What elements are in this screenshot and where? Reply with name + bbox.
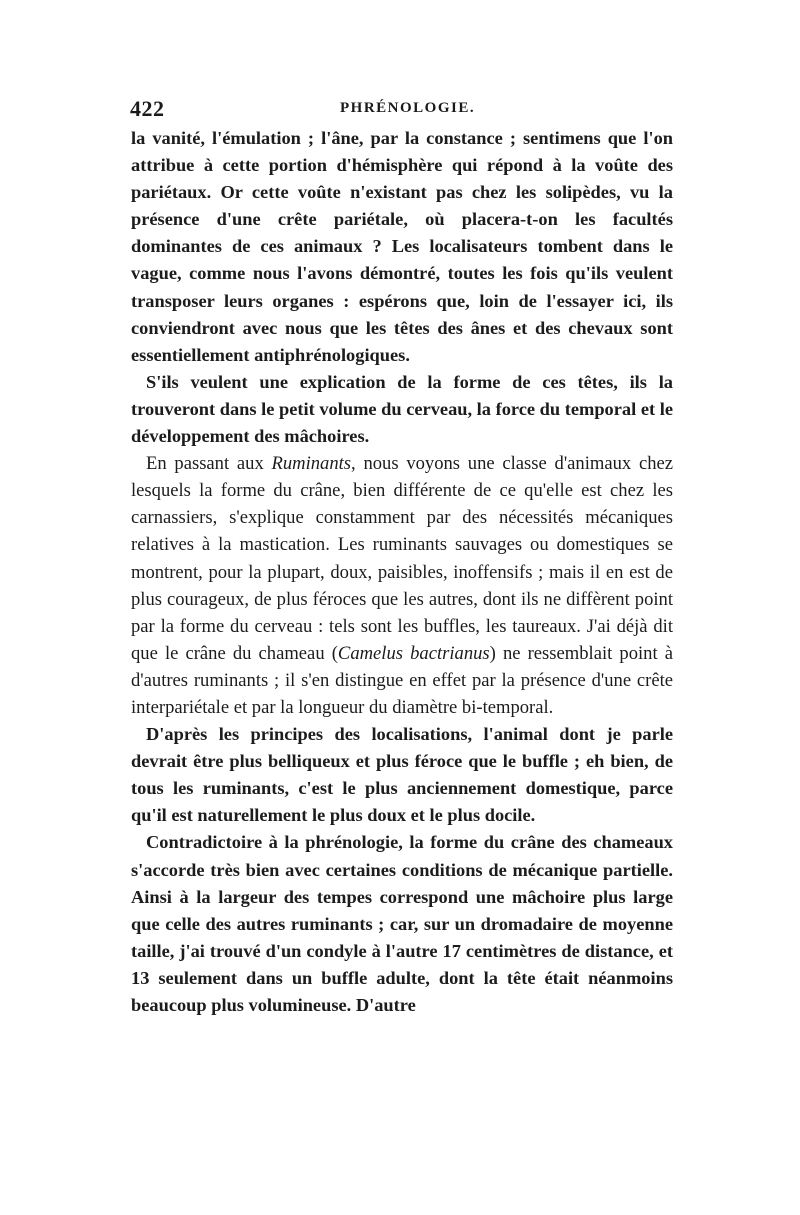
- paragraph-2: S'ils veulent une explication de la forme de ces têtes, ils la trouveront dans le petit volume du cerveau, la force du temporal et le développement des mâchoires.: [131, 371, 673, 447]
- running-head: PHRÉNOLOGIE.: [340, 100, 476, 116]
- italic-term-ruminants: Ruminants: [271, 453, 352, 475]
- page-number: 422: [130, 96, 165, 121]
- body-text: [131, 125, 673, 1019]
- paragraph-3: [131, 450, 673, 721]
- paragraph-1: la vanité, l'émulation ; l'âne, par la constance ; sentimens que l'on attribue à cette portion d'hémisphère qui répond à la voûte des pariétaux. Or cette voûte n'existant pas chez les solipèdes, vu la présence d'une crête pariétale, où placera-t-on les facultés dominantes de ces animaux ? Les localisateurs tombent dans le vague, comme nous l'avons démontré, toutes les fois qu'ils veulent transposer leurs organes : espérons que, loin de l'essayer ici, ils conviendront avec nous que les têtes des ânes et des chevaux sont essentiellement antiphrénologiques.: [131, 128, 673, 365]
- italic-term-camelus: Camelus bactrianus: [337, 642, 490, 664]
- paragraph-5: Contradictoire à la phrénologie, la forme du crâne des chameaux s'accorde très bien avec certaines conditions de mécanique partielle. Ainsi à la largeur des tempes correspond une mâchoire plus large que celle des autres ruminants ; car, sur un dromadaire de moyenne taille, j'ai trouvé d'un condyle à l'autre 17 centimètres de distance, et 13 seulement dans un buffle adulte, dont la tête était néanmoins beaucoup plus volumineuse. D'autre: [131, 832, 673, 1015]
- paragraph-3-part-2: , nous voyons une classe d'animaux chez lesquels la forme du crâne, bien différente de ce qu'elle est chez les carnassiers, s'explique constamment par des nécessités mécaniques relatives à la mastication. Les ruminants sauvages ou domestiques se montrent, pour la plupart, doux, paisibles, inoffensifs ; mais il en est de plus courageux, de plus féroces que les autres, dont ils ne diffèrent point par la forme du cerveau : tels sont les buffles, les taureaux. J'ai déjà dit que le crâne du chameau (: [131, 453, 674, 664]
- paragraph-3-part-3: ) ne ressemblait point à d'autres ruminants ; il s'en distingue en effet par la présence d'une crête interpariétale et par la longueur du diamètre bi-temporal.: [131, 642, 673, 718]
- paragraph-3-part-1: En passant aux: [146, 453, 272, 475]
- paragraph-4: D'après les principes des localisations, l'animal dont je parle devrait être plus belliqueux et plus féroce que le buffle ; eh bien, de tous les ruminants, c'est le plus anciennement domestique, parce qu'il est naturellement le plus doux et le plus docile.: [131, 724, 673, 826]
